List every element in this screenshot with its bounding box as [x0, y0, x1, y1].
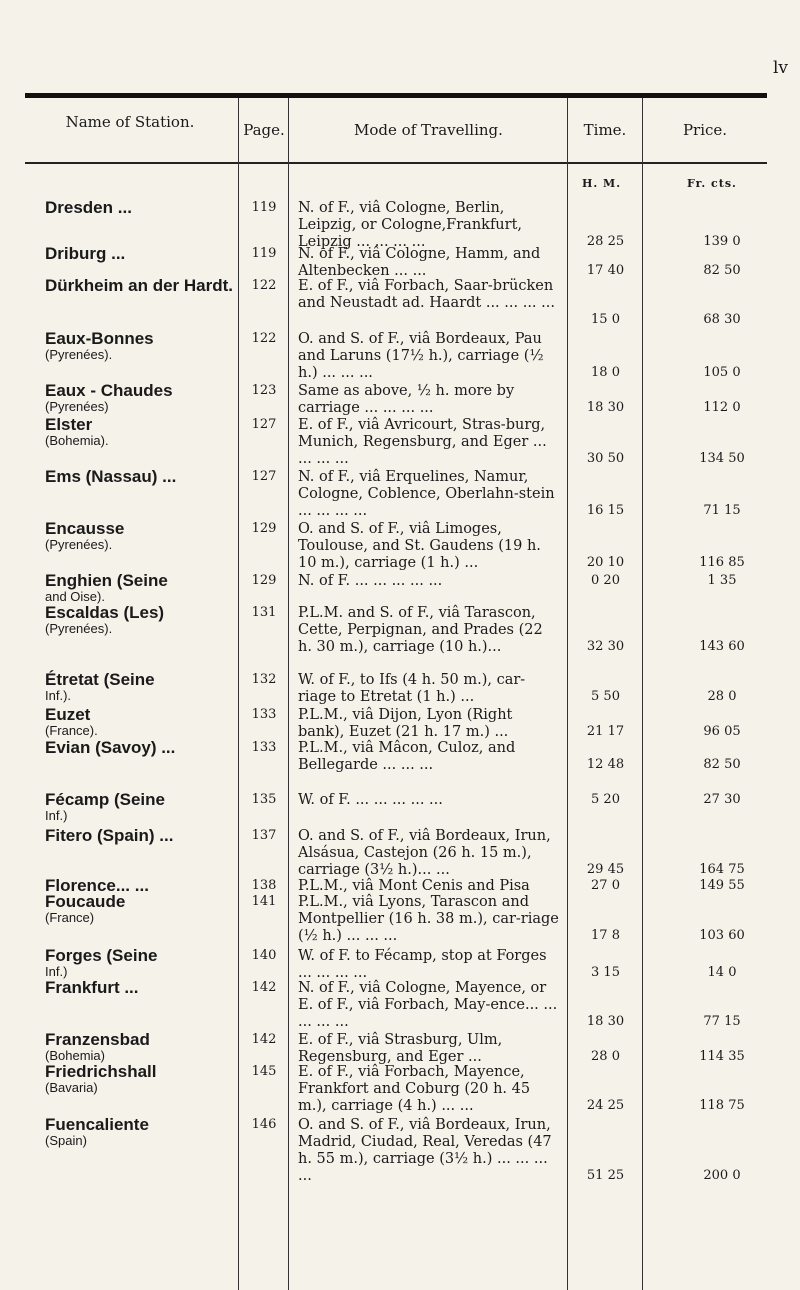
travel-mode: P.L.M., viâ Dijon, Lyon (Right bank), Euzet (21 h. 17 m.) ...: [298, 707, 513, 740]
travel-price: 164 75: [699, 862, 745, 877]
page-ref: 140: [251, 948, 277, 963]
travel-price: 200 0: [703, 1168, 741, 1183]
station-name: [45, 827, 245, 844]
travel-mode: E. of F., viâ Strasburg, Ulm, Regensburg, and Eger ...: [298, 1032, 503, 1065]
station-name-text: Forges (Seine: [45, 946, 158, 965]
column-divider: [642, 98, 643, 1290]
travel-mode: W. of F. ... ... ... ... ...: [298, 792, 443, 808]
travel-time: 17 8: [591, 928, 620, 943]
travel-time: 21 17: [586, 724, 625, 739]
travel-price: 112 0: [703, 400, 741, 415]
travel-price: 114 35: [699, 1049, 745, 1064]
travel-price: 28 0: [707, 689, 737, 704]
station-name: [45, 382, 245, 414]
page-ref: 119: [251, 246, 277, 261]
travel-time: 16 15: [586, 503, 625, 518]
station-region: (Spain): [45, 1133, 87, 1148]
station-name: [45, 245, 245, 262]
page-ref: 133: [251, 707, 277, 722]
station-name-text: Foucaude: [45, 892, 126, 911]
station-name: [45, 416, 245, 448]
travel-time: 18 30: [586, 400, 625, 415]
column-divider: [567, 98, 568, 1290]
travel-time: 3 15: [591, 965, 620, 980]
station-name: [45, 739, 245, 756]
station-name-text: Escaldas (Les): [45, 603, 165, 622]
station-name-text: Ems (Nassau) ...: [45, 467, 177, 486]
station-name-text: Eaux-Bonnes: [45, 329, 154, 348]
station-region: (Pyrenées).: [45, 621, 113, 636]
travel-mode: P.L.M., viâ Mont Cenis and Pisa: [298, 878, 530, 894]
station-name: [45, 277, 245, 294]
station-region: (Pyrenées): [45, 399, 109, 414]
travel-price: 149 55: [699, 878, 745, 893]
station-name-text: Enghien (Seine: [45, 571, 168, 590]
station-name-text: Dresden ...: [45, 198, 132, 217]
station-name: [45, 791, 245, 823]
travel-price: 134 50: [699, 451, 745, 466]
station-region: Inf.): [45, 964, 68, 979]
station-name: [45, 1063, 245, 1095]
station-name-text: Franzensbad: [45, 1030, 150, 1049]
travel-price: 103 60: [699, 928, 745, 943]
top-rule: [25, 93, 767, 98]
station-name: [45, 979, 245, 996]
travel-time: 24 25: [586, 1098, 625, 1113]
station-region: (France).: [45, 723, 98, 738]
travel-time: 28 0: [591, 1049, 620, 1064]
station-name: [45, 520, 245, 552]
station-name-text: Encausse: [45, 519, 125, 538]
travel-price: 96 05: [703, 724, 741, 739]
page-ref: 127: [251, 417, 277, 432]
page-ref: 142: [251, 1032, 277, 1047]
page-ref: 142: [251, 980, 277, 995]
travel-time: 15 0: [591, 312, 620, 327]
travel-time: 12 48: [586, 757, 625, 772]
travel-mode: O. and S. of F., viâ Bordeaux, Pau and Laruns (17½ h.), carriage (½ h.) ... ... ...: [298, 331, 544, 381]
page-ref: 145: [251, 1064, 277, 1079]
travel-mode: N. of F. ... ... ... ... ...: [298, 573, 443, 589]
travel-price: 27 30: [703, 792, 741, 807]
station-region: Inf.): [45, 808, 68, 823]
travel-time: 17 40: [586, 263, 625, 278]
travel-time: 20 10: [586, 555, 625, 570]
travel-mode: W. of F. to Fécamp, stop at Forges ... ... ... ...: [298, 948, 547, 981]
travel-price: 71 15: [703, 503, 741, 518]
travel-time: 32 30: [586, 639, 625, 654]
travel-mode: O. and S. of F., viâ Bordeaux, Irun, Madrid, Ciudad, Real, Veredas (47 h. 55 m.), carriage (3½ h.) ... ... ... ...: [298, 1117, 552, 1184]
page-ref: 135: [251, 792, 277, 807]
page-ref: 129: [251, 521, 277, 536]
travel-mode: E. of F., viâ Forbach, Saar-brücken and Neustadt ad. Haardt ... ... ... ...: [298, 278, 555, 311]
travel-mode: N. of F., viâ Erquelines, Namur, Cologne, Coblence, Oberlahn-stein ... ... ... ...: [298, 469, 555, 519]
travel-time: 28 25: [586, 234, 625, 249]
station-name: [45, 199, 245, 216]
station-name-text: Dürkheim an der Hardt.: [45, 276, 233, 295]
station-name-text: Evian (Savoy) ...: [45, 738, 176, 757]
travel-price: 116 85: [699, 555, 745, 570]
station-name: [45, 604, 245, 636]
travel-time: 0 20: [591, 573, 620, 588]
station-name-text: Fécamp (Seine: [45, 790, 165, 809]
travel-mode: O. and S. of F., viâ Limoges, Toulouse, and St. Gaudens (19 h. 10 m.), carriage (1 h.) ...: [298, 521, 541, 571]
station-region: Inf.).: [45, 688, 72, 703]
travel-mode: O. and S. of F., viâ Bordeaux, Irun, Alsásua, Castejon (26 h. 15 m.), carriage (3½ h.)... ...: [298, 828, 551, 878]
page-ref: 127: [251, 469, 277, 484]
header-mode: Mode of Travelling.: [354, 121, 503, 139]
travel-mode: P.L.M., viâ Mâcon, Culoz, and Bellegarde ... ... ...: [298, 740, 516, 773]
station-name-text: Fuencaliente: [45, 1115, 149, 1134]
page-ref: 122: [251, 331, 277, 346]
price-unit: Fr. cts.: [687, 177, 737, 190]
station-region: (France): [45, 910, 95, 925]
station-name-text: Fitero (Spain) ...: [45, 826, 174, 845]
page-ref: 131: [251, 605, 277, 620]
station-name-text: Euzet: [45, 705, 91, 724]
station-name: [45, 1031, 245, 1063]
travel-time: 5 50: [591, 689, 620, 704]
station-name: [45, 947, 245, 979]
station-name: [45, 468, 245, 485]
travel-mode: P.L.M., viâ Lyons, Tarascon and Montpellier (16 h. 38 m.), car-riage (½ h.) ... ... ...: [298, 894, 559, 944]
station-name: [45, 893, 245, 925]
travel-time: 18 0: [591, 365, 620, 380]
travel-mode: P.L.M. and S. of F., viâ Tarascon, Cette, Perpignan, and Prades (22 h. 30 m.), carriage (10 h.)...: [298, 605, 543, 655]
header-price: Price.: [682, 121, 728, 139]
station-region: (Bohemia): [45, 1048, 105, 1063]
travel-time: 29 45: [586, 862, 625, 877]
station-name-text: Friedrichshall: [45, 1062, 157, 1081]
travel-price: 1 35: [707, 573, 737, 588]
station-name: [45, 330, 245, 362]
travel-price: 139 0: [703, 234, 741, 249]
station-name-text: Eaux - Chaudes: [45, 381, 173, 400]
station-name-text: Elster: [45, 415, 93, 434]
page-number: lv: [772, 58, 788, 78]
travel-price: 82 50: [703, 263, 741, 278]
travel-price: 68 30: [703, 312, 741, 327]
travel-mode: W. of F., to Ifs (4 h. 50 m.), car-riage to Etretat (1 h.) ...: [298, 672, 526, 705]
travel-mode: N. of F., viâ Cologne, Berlin, Leipzig, or Cologne,Frankfurt, Leipzig ... ... ... ...: [298, 200, 523, 250]
travel-mode: Same as above, ½ h. more by carriage ... ... ... ...: [298, 383, 515, 416]
travel-mode: E. of F., viâ Avricourt, Stras-burg, Munich, Regensburg, and Eger ... ... ... ...: [298, 417, 547, 467]
station-name: [45, 706, 245, 738]
station-name: [45, 1116, 245, 1148]
travel-time: 27 0: [591, 878, 620, 893]
travel-price: 14 0: [707, 965, 737, 980]
travel-price: 82 50: [703, 757, 741, 772]
page-ref: 141: [251, 894, 277, 909]
header-page: Page.: [243, 121, 285, 139]
header-time: Time.: [583, 121, 627, 139]
station-name-text: Driburg ...: [45, 244, 126, 263]
page-ref: 133: [251, 740, 277, 755]
page-ref: 123: [251, 383, 277, 398]
station-name: [45, 671, 245, 703]
header-name: Name of Station.: [65, 113, 195, 131]
travel-mode: E. of F., viâ Forbach, Mayence, Frankfort and Coburg (20 h. 45 m.), carriage (4 h.) ... ...: [298, 1064, 531, 1114]
travel-price: 118 75: [699, 1098, 745, 1113]
page-ref: 137: [251, 828, 277, 843]
travel-time: 18 30: [586, 1014, 625, 1029]
travel-mode: N. of F., viâ Cologne, Hamm, and Altenbecken ... ...: [298, 246, 541, 279]
station-region: and Oise).: [45, 589, 105, 604]
travel-time: 5 20: [591, 792, 620, 807]
station-region: (Bohemia).: [45, 433, 109, 448]
travel-price: 77 15: [703, 1014, 741, 1029]
page-ref: 138: [251, 878, 277, 893]
station-name-text: Frankfurt ...: [45, 978, 139, 997]
column-divider: [288, 98, 289, 1290]
travel-price: 143 60: [699, 639, 745, 654]
page-ref: 146: [251, 1117, 277, 1132]
station-region: (Pyrenées).: [45, 347, 113, 362]
station-name-text: Florence... ...: [45, 876, 149, 895]
time-unit: H. M.: [582, 177, 622, 190]
travel-price: 105 0: [703, 365, 741, 380]
travel-mode: N. of F., viâ Cologne, Mayence, or E. of F., viâ Forbach, May-ence... ... ... ... ...: [298, 980, 558, 1030]
travel-time: 30 50: [586, 451, 625, 466]
header-rule: [25, 162, 767, 164]
page-ref: 119: [251, 200, 277, 215]
travel-time: 51 25: [586, 1168, 625, 1183]
page-ref: 132: [251, 672, 277, 687]
station-name-text: Étretat (Seine: [45, 670, 155, 689]
station-region: (Bavaria): [45, 1080, 98, 1095]
page-ref: 129: [251, 573, 277, 588]
station-name: [45, 572, 245, 604]
station-region: (Pyrenées).: [45, 537, 113, 552]
page-ref: 122: [251, 278, 277, 293]
